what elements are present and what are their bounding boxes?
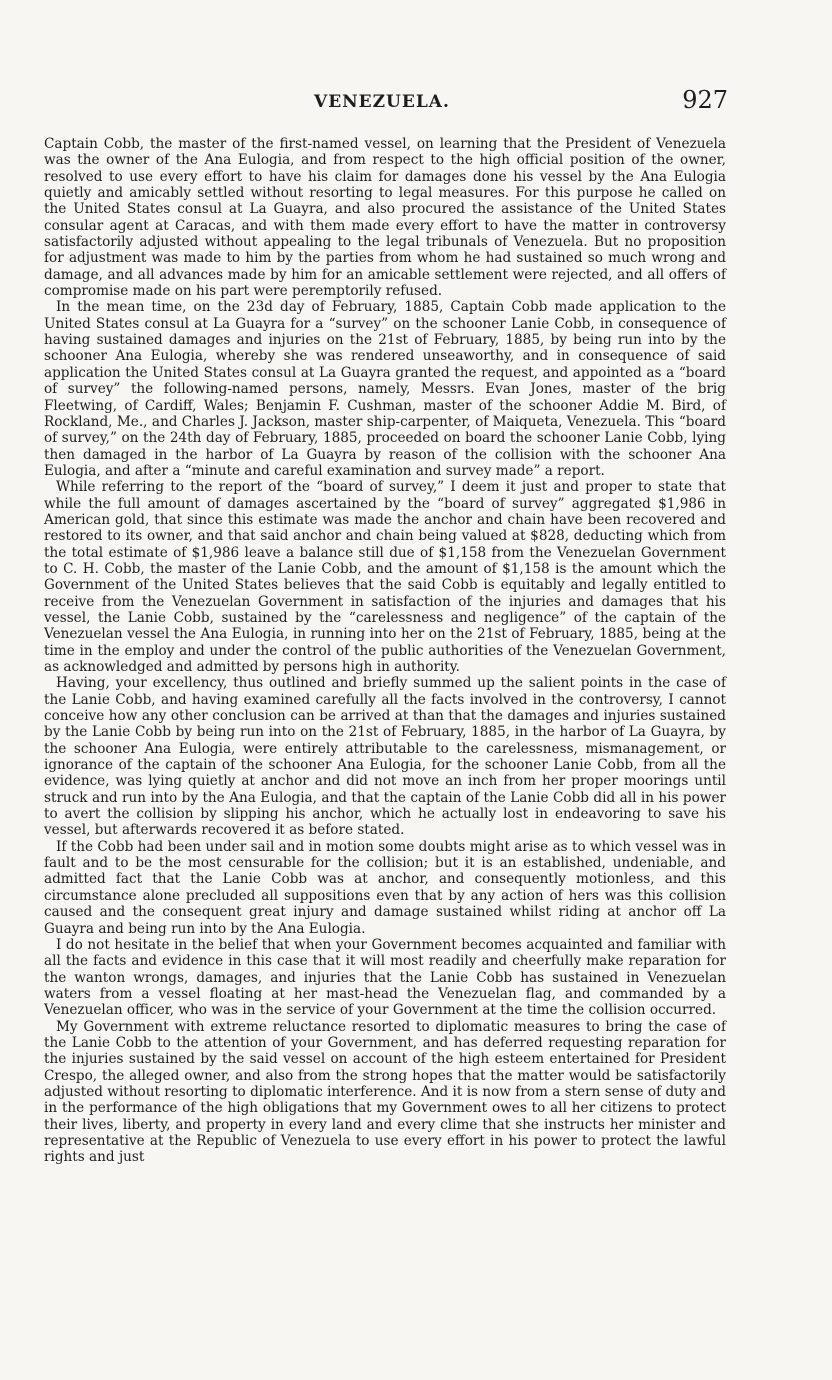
running-head (0, 86, 832, 122)
paragraph: If the Cobb had been under sail and in motion some doubts might arise as to which vessel was in fault and to be the most censurable for the collision; but it is an established, undeniable, and admitted fact that the Lanie Cobb was at anchor, and consequently motionless, and this circumstance alone precluded all suppositions even that by any action of hers was this collision caused and the consequent great injury and damage sustained whilst riding at anchor off La Guayra and being run into by the Ana Eulogia. (44, 838, 726, 937)
body-text (44, 136, 726, 1166)
paragraph: My Government with extreme reluctance resorted to diplomatic measures to bring the case of the Lanie Cobb to the attention of your Government, and has deferred requesting reparation for the injuries sustained by the said vessel on account of the high esteem entertained for President Crespo, the alleged owner, and also from the strong hopes that the matter would be satisfactorily adjusted without resorting to diplomatic interference. And it is now from a stern sense of duty and in the performance of the high obligations that my Government owes to all her citizens to protect their lives, liberty, and property in every land and every clime that she instructs her minister and representative at the Republic of Venezuela to use every effort in his power to protect the lawful rights and just (44, 1018, 726, 1166)
page-title: VENEZUELA. (314, 92, 450, 112)
page-number: 927 (682, 86, 728, 114)
paragraph: Captain Cobb, the master of the first-named vessel, on learning that the President of Venezuela was the owner of the Ana Eulogia, and from respect to the high official position of the owner, resolved to use every effort to have his claim for damages done his vessel by the Ana Eulogia quietly and amicably settled without resorting to legal measures. For this purpose he called on the United States consul at La Guayra, and also procured the assistance of the United States consular agent at Caracas, and with them made every effort to have the matter in controversy satisfactorily adjusted without appealing to the legal tribunals of Venezuela. But no proposition for adjustment was made to him by the parties from whom he had sustained so much wrong and damage, and all advances made by him for an amicable settlement were rejected, and all offers of compromise made on his part were peremptorily refused. (44, 136, 726, 300)
paragraph: I do not hesitate in the belief that when your Government becomes acquainted and familiar with all the facts and evidence in this case that it will most readily and cheerfully make reparation for the wanton wrongs, damages, and injuries that the Lanie Cobb has sustained in Venezuelan waters from a vessel floating at her mast-head the Venezuelan flag, and commanded by a Venezuelan officer, who was in the service of your Government at the time the collision occurred. (44, 936, 726, 1019)
paragraph: In the mean time, on the 23d day of February, 1885, Captain Cobb made application to the United States consul at La Guayra for a “survey” on the schooner Lanie Cobb, in consequence of having sustained damages and injuries on the 21st of February, 1885, by being run into by the schooner Ana Eulogia, whereby she was rendered unseaworthy, and in consequence of said application the United States consul at La Guayra granted the request, and appointed as a “board of survey” the following-named persons, namely, Messrs. Evan Jones, master of the brig Fleetwing, of Cardiff, Wales; Benjamin F. Cushman, master of the schooner Addie M. Bird, of Rockland, Me., and Charles J. Jackson, master ship-carpenter, of Maiqueta, Venezuela. This “board of survey,” on the 24th day of February, 1885, proceeded on board the schooner Lanie Cobb, lying then damaged in the harbor of La Guayra by reason of the collision with the schooner Ana Eulogia, and after a “minute and careful examination and survey made” a report. (44, 299, 726, 479)
paragraph: While referring to the report of the “board of survey,” I deem it just and proper to state that while the full amount of damages ascertained by the “board of survey” aggregated $1,986 in American gold, that since this estimate was made the anchor and chain have been recovered and restored to its owner, and that said anchor and chain being valued at $828, deducting which from the total estimate of $1,986 leave a balance still due of $1,158 from the Venezuelan Government to C. H. Cobb, the master of the Lanie Cobb, and the amount of $1,158 is the amount which the Government of the United States believes that the said Cobb is equitably and legally entitled to receive from the Venezuelan Government in satisfaction of the injuries and damages that his vessel, the Lanie Cobb, sustained by the “carelessness and negligence” of the captain of the Venezuelan vessel the Ana Eulogia, in running into her on the 21st of February, 1885, being at the time in the employ and under the control of the public authorities of the Venezuelan Government, as acknowledged and admitted by persons high in authority. (44, 479, 726, 675)
paragraph: Having, your excellency, thus outlined and briefly summed up the salient points in the case of the Lanie Cobb, and having examined carefully all the facts involved in the controversy, I cannot conceive how any other conclusion can be arrived at than that the damages and injuries sustained by the Lanie Cobb by being run into on the 21st of February, 1885, in the harbor of La Guayra, by the schooner Ana Eulogia, were entirely attributable to the carelessness, mismanagement, or ignorance of the captain of the schooner Ana Eulogia, for the schooner Lanie Cobb, from all the evidence, was lying quietly at anchor and did not move an inch from her proper moorings until struck and run into by the Ana Eulogia, and that the captain of the Lanie Cobb did all in his power to avert the collision by slipping his anchor, which he actually lost in endeavoring to save his vessel, but afterwards recovered it as before stated. (44, 675, 726, 839)
